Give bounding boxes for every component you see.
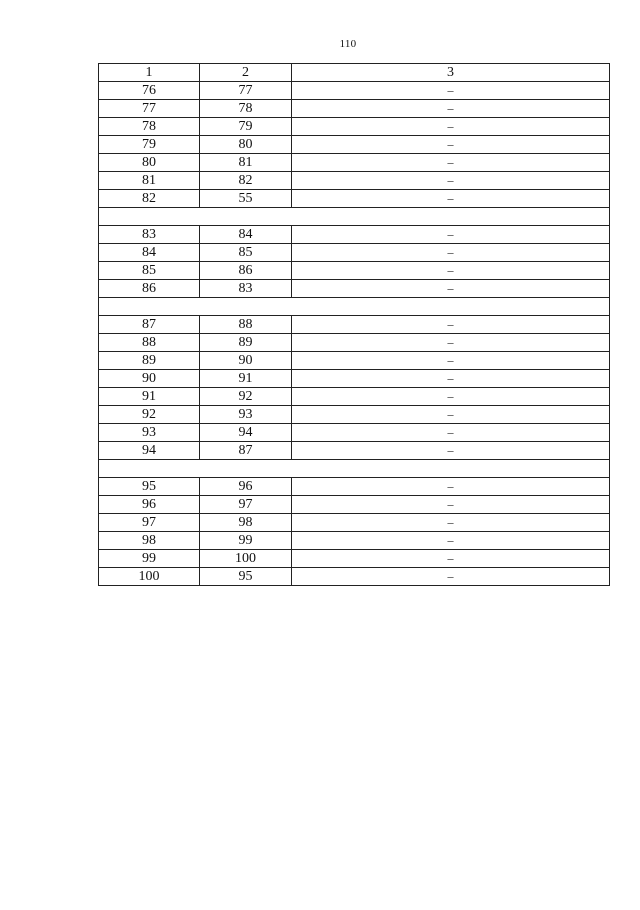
dash-value: –	[447, 443, 454, 457]
cell-col2: 94	[200, 424, 292, 442]
cell-col3	[292, 442, 610, 460]
dash-value: –	[447, 425, 454, 439]
cell-col3	[292, 82, 610, 100]
dash-value: –	[447, 479, 454, 493]
cell-col1: 87	[99, 316, 200, 334]
cell-col3	[292, 532, 610, 550]
cell-col3	[292, 478, 610, 496]
cell-col1: 90	[99, 370, 200, 388]
cell-col1: 80	[99, 154, 200, 172]
column-header: 1	[99, 64, 200, 82]
cell-col2: 93	[200, 406, 292, 424]
table-row	[99, 550, 610, 568]
cell-col3	[292, 244, 610, 262]
cell-col3	[292, 118, 610, 136]
cell-col3	[292, 100, 610, 118]
dash-value: –	[447, 533, 454, 547]
cell-col2: 99	[200, 532, 292, 550]
dash-value: –	[447, 551, 454, 565]
table-row	[99, 334, 610, 352]
cell-col2: 79	[200, 118, 292, 136]
cell-col1: 76	[99, 82, 200, 100]
cell-col2: 88	[200, 316, 292, 334]
cell-col1: 83	[99, 226, 200, 244]
cell-col2: 80	[200, 136, 292, 154]
cell-col3	[292, 316, 610, 334]
cell-col1: 89	[99, 352, 200, 370]
cell-col3	[292, 262, 610, 280]
cell-col2: 90	[200, 352, 292, 370]
table-row	[99, 226, 610, 244]
dash-value: –	[447, 83, 454, 97]
cell-col3	[292, 568, 610, 586]
dash-value: –	[447, 119, 454, 133]
dash-value: –	[447, 155, 454, 169]
dash-value: –	[447, 371, 454, 385]
cell-col3	[292, 406, 610, 424]
cell-col2: 83	[200, 280, 292, 298]
cell-col2: 97	[200, 496, 292, 514]
cell-col1: 91	[99, 388, 200, 406]
separator-cell	[99, 460, 610, 478]
cell-col1: 86	[99, 280, 200, 298]
dash-value: –	[447, 263, 454, 277]
cell-col2: 84	[200, 226, 292, 244]
group-separator-row	[99, 298, 610, 316]
dash-value: –	[447, 137, 454, 151]
cell-col3	[292, 388, 610, 406]
cell-col2: 96	[200, 478, 292, 496]
dash-value: –	[447, 515, 454, 529]
cell-col1: 84	[99, 244, 200, 262]
cell-col1: 94	[99, 442, 200, 460]
cell-col1: 77	[99, 100, 200, 118]
column-header: 2	[200, 64, 292, 82]
table-row	[99, 568, 610, 586]
cell-col1: 88	[99, 334, 200, 352]
cell-col2: 78	[200, 100, 292, 118]
dash-value: –	[447, 407, 454, 421]
cell-col3	[292, 280, 610, 298]
table-row	[99, 352, 610, 370]
table-row	[99, 388, 610, 406]
dash-value: –	[447, 227, 454, 241]
cell-col1: 79	[99, 136, 200, 154]
dash-value: –	[447, 317, 454, 331]
table-row	[99, 532, 610, 550]
dash-value: –	[447, 101, 454, 115]
table-row	[99, 424, 610, 442]
cell-col2: 81	[200, 154, 292, 172]
dash-value: –	[447, 191, 454, 205]
cell-col3	[292, 514, 610, 532]
cell-col1: 85	[99, 262, 200, 280]
data-table	[98, 63, 610, 586]
separator-cell	[99, 208, 610, 226]
cell-col2: 87	[200, 442, 292, 460]
cell-col2: 55	[200, 190, 292, 208]
table-row	[99, 190, 610, 208]
dash-value: –	[447, 389, 454, 403]
dash-value: –	[447, 569, 454, 583]
table-row	[99, 496, 610, 514]
cell-col1: 97	[99, 514, 200, 532]
cell-col2: 92	[200, 388, 292, 406]
cell-col2: 86	[200, 262, 292, 280]
cell-col3	[292, 154, 610, 172]
table-row	[99, 100, 610, 118]
table-row	[99, 280, 610, 298]
cell-col1: 96	[99, 496, 200, 514]
dash-value: –	[447, 245, 454, 259]
cell-col1: 78	[99, 118, 200, 136]
table-row	[99, 514, 610, 532]
column-header: 3	[292, 64, 610, 82]
dash-value: –	[447, 281, 454, 295]
cell-col2: 98	[200, 514, 292, 532]
cell-col3	[292, 172, 610, 190]
dash-value: –	[447, 335, 454, 349]
table-row	[99, 154, 610, 172]
cell-col3	[292, 226, 610, 244]
page-number: 110	[339, 38, 357, 50]
table-row	[99, 244, 610, 262]
cell-col1: 99	[99, 550, 200, 568]
dash-value: –	[447, 353, 454, 367]
separator-cell	[99, 298, 610, 316]
table-row	[99, 370, 610, 388]
table-row	[99, 442, 610, 460]
cell-col2: 91	[200, 370, 292, 388]
table-row	[99, 316, 610, 334]
cell-col3	[292, 424, 610, 442]
cell-col1: 82	[99, 190, 200, 208]
cell-col1: 92	[99, 406, 200, 424]
cell-col3	[292, 496, 610, 514]
cell-col2: 82	[200, 172, 292, 190]
table-row	[99, 172, 610, 190]
cell-col2: 77	[200, 82, 292, 100]
cell-col1: 81	[99, 172, 200, 190]
cell-col1: 95	[99, 478, 200, 496]
cell-col1: 98	[99, 532, 200, 550]
table-row	[99, 262, 610, 280]
group-separator-row	[99, 208, 610, 226]
cell-col3	[292, 190, 610, 208]
cell-col2: 100	[200, 550, 292, 568]
cell-col2: 89	[200, 334, 292, 352]
cell-col3	[292, 136, 610, 154]
dash-value: –	[447, 497, 454, 511]
cell-col1: 100	[99, 568, 200, 586]
table-row	[99, 136, 610, 154]
table-row	[99, 406, 610, 424]
cell-col2: 95	[200, 568, 292, 586]
table-row	[99, 118, 610, 136]
cell-col3	[292, 352, 610, 370]
group-separator-row	[99, 460, 610, 478]
cell-col3	[292, 550, 610, 568]
cell-col3	[292, 334, 610, 352]
table-row	[99, 82, 610, 100]
dash-value: –	[447, 173, 454, 187]
table-row	[99, 478, 610, 496]
cell-col3	[292, 370, 610, 388]
cell-col2: 85	[200, 244, 292, 262]
cell-col1: 93	[99, 424, 200, 442]
table-header-row	[99, 64, 610, 82]
table-body	[99, 64, 610, 586]
